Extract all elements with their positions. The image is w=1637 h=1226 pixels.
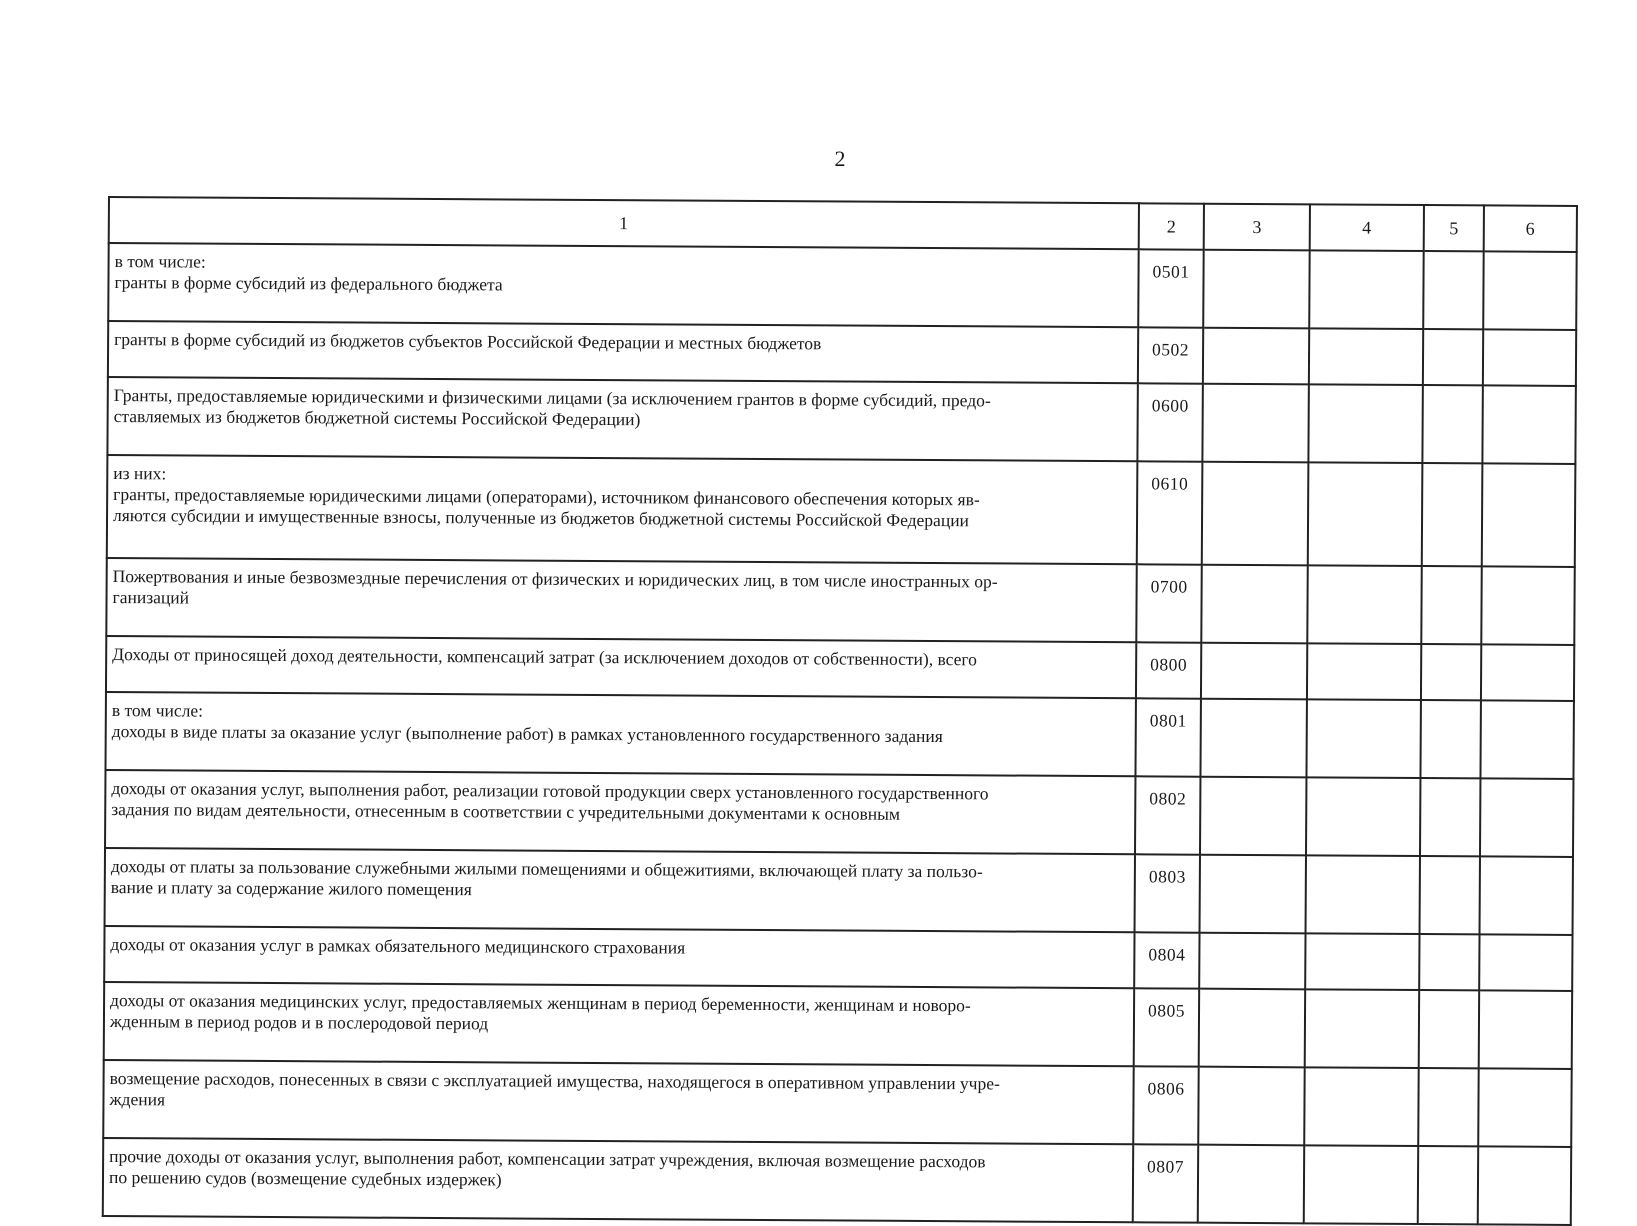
cell-col3 [1201,699,1307,778]
table-row [107,455,1576,567]
row-description [106,636,1136,698]
description-line: в том числе: [114,251,206,272]
description-line: доходы от платы за пользование служебными жилыми помещениями и общежитиями, включающей плату за пользо- [110,856,983,882]
description-line: ждения [109,1089,166,1110]
cell-col3 [1200,777,1306,856]
table-row [104,926,1572,991]
cell-col6 [1481,566,1575,645]
cell-col4 [1305,855,1420,934]
table-row [105,692,1573,779]
cell-col3 [1199,989,1305,1068]
cell-col6 [1482,463,1576,567]
cell-col5 [1423,251,1483,329]
table-row [103,1138,1571,1225]
table-row [105,770,1573,857]
row-description [105,848,1135,932]
row-description [105,692,1135,776]
cell-col5 [1421,644,1481,700]
cell-col4 [1307,565,1422,644]
cell-col4 [1304,1067,1419,1146]
row-code: 0807 [1132,1144,1198,1222]
cell-col5 [1422,385,1482,463]
cell-col6 [1478,1146,1572,1225]
row-description [106,558,1136,642]
description-line: доходы от оказания услуг, выполнения работ, реализации готовой продукции сверх установленного государственного [111,778,989,804]
description-line: Пожертвования и иные безвозмездные перечисления от физических и юридических лиц, в том числе иностранных ор- [112,566,998,592]
cell-col6 [1480,778,1574,857]
cell-col3 [1200,855,1306,934]
cell-col4 [1303,1145,1418,1224]
row-code: 0502 [1137,327,1203,383]
cell-col3 [1204,250,1310,329]
row-code: 0801 [1135,698,1201,776]
description-line: гранты, предоставляемые юридическими лицами (операторами), источником финансового обеспечения которых яв- [113,484,980,510]
col-header-1: 1 [109,197,1139,249]
description-line: доходы в виде платы за оказание услуг (выполнение работ) в рамках установленного государственного задания [111,721,943,747]
row-code: 0805 [1133,988,1199,1066]
col-header-2: 2 [1138,203,1204,249]
description-line: по решению судов (возмещение судебных издержек) [108,1167,502,1190]
cell-col5 [1418,1146,1478,1224]
row-description [107,455,1137,564]
page-number: 2 [834,146,846,171]
row-description [108,321,1138,383]
table-row [104,982,1572,1069]
cell-col6 [1482,385,1576,464]
col-header-4: 4 [1309,204,1424,251]
description-line: возмещение расходов, понесенных в связи с эксплуатацией имущества, находящегося в оперативном управлении учре- [109,1068,1000,1094]
description-line: прочие доходы от оказания услуг, выполнения работ, компенсации затрат учреждения, включая возмещение расходов [109,1146,986,1172]
row-code: 0700 [1136,564,1202,642]
table-row [108,243,1576,330]
cell-col4 [1306,699,1421,778]
description-line: вание и плату за содержание жилого помещения [110,877,472,900]
row-code: 0804 [1134,932,1200,988]
description-line: доходы от оказания услуг в рамках обязательного медицинского страхования [110,934,686,958]
table-row [106,636,1574,701]
row-description [108,243,1138,327]
cell-col6 [1478,990,1572,1069]
description-line: ганизаций [112,587,190,608]
cell-col3 [1201,643,1307,700]
row-description [103,1138,1133,1222]
cell-col6 [1478,1068,1572,1147]
row-description [104,926,1134,988]
row-code: 0803 [1134,854,1200,932]
row-code: 0802 [1135,776,1201,854]
cell-col4 [1307,462,1422,566]
cell-col5 [1421,566,1481,644]
row-code: 0800 [1136,642,1202,698]
cell-col5 [1423,329,1483,385]
table-row [103,1060,1571,1147]
cell-col6 [1480,700,1574,779]
cell-col4 [1309,250,1424,329]
description-line: гранты в форме субсидий из федерального бюджета [114,272,503,295]
table-row [107,377,1575,464]
description-line: задания по видам деятельности, отнесенным в соответствии с учредительными документами к основным [111,799,901,824]
row-code: 0610 [1136,461,1202,564]
table-row [106,558,1574,645]
col-header-5: 5 [1424,205,1484,251]
cell-col4 [1304,989,1419,1068]
table-row [108,321,1576,386]
cell-col3 [1198,1145,1304,1224]
description-line: Гранты, предоставляемые юридическими и физическими лицами (за исключением грантов в форме субсидий, предо- [113,385,991,411]
description-line: доходы от оказания медицинских услуг, предоставляемых женщинам в период беременности, женщинам и новоро- [110,990,971,1016]
description-line: ляются субсидии и имущественные взносы, полученные из бюджетов бюджетной системы Российской Федерации [112,505,970,531]
description-line: ставляемых из бюджетов бюджетной системы Российской Федерации) [113,406,641,430]
row-code: 0600 [1137,383,1203,461]
description-line: Доходы от приносящей доход деятельности, компенсаций затрат (за исключением доходов от собственности), всего [112,644,977,670]
cell-col5 [1420,778,1480,856]
row-description [107,377,1137,461]
cell-col3 [1202,462,1308,566]
table-row [105,848,1573,935]
cell-col5 [1419,990,1479,1068]
row-description [105,770,1135,854]
cell-col4 [1306,777,1421,856]
col-header-6: 6 [1483,205,1576,252]
cell-col4 [1309,328,1424,385]
cell-col5 [1419,934,1479,990]
cell-col3 [1200,933,1306,990]
cell-col5 [1421,700,1481,778]
cell-col5 [1418,1068,1478,1146]
cell-col6 [1483,329,1577,386]
cell-col6 [1481,644,1575,701]
row-code: 0501 [1138,249,1204,327]
cell-col4 [1308,384,1423,463]
description-line: из них: [113,463,167,484]
cell-col3 [1203,328,1309,385]
row-description [103,1060,1133,1144]
cell-col4 [1307,643,1422,700]
description-line: в том числе: [111,700,204,721]
row-description [104,982,1134,1066]
income-table [102,196,1578,1226]
cell-col3 [1202,565,1308,644]
row-code: 0806 [1133,1066,1199,1144]
cell-col6 [1479,856,1573,935]
cell-col3 [1203,384,1309,463]
cell-col3 [1199,1067,1305,1146]
description-line: гранты в форме субсидий из бюджетов субъектов Российской Федерации и местных бюджетов [114,329,822,354]
cell-col5 [1420,856,1480,934]
description-line: жденным в период родов и в послеродовой период [109,1011,489,1034]
col-header-3: 3 [1204,204,1310,251]
cell-col5 [1422,463,1482,566]
cell-col6 [1483,251,1577,330]
cell-col6 [1479,934,1573,991]
cell-col4 [1305,933,1420,990]
